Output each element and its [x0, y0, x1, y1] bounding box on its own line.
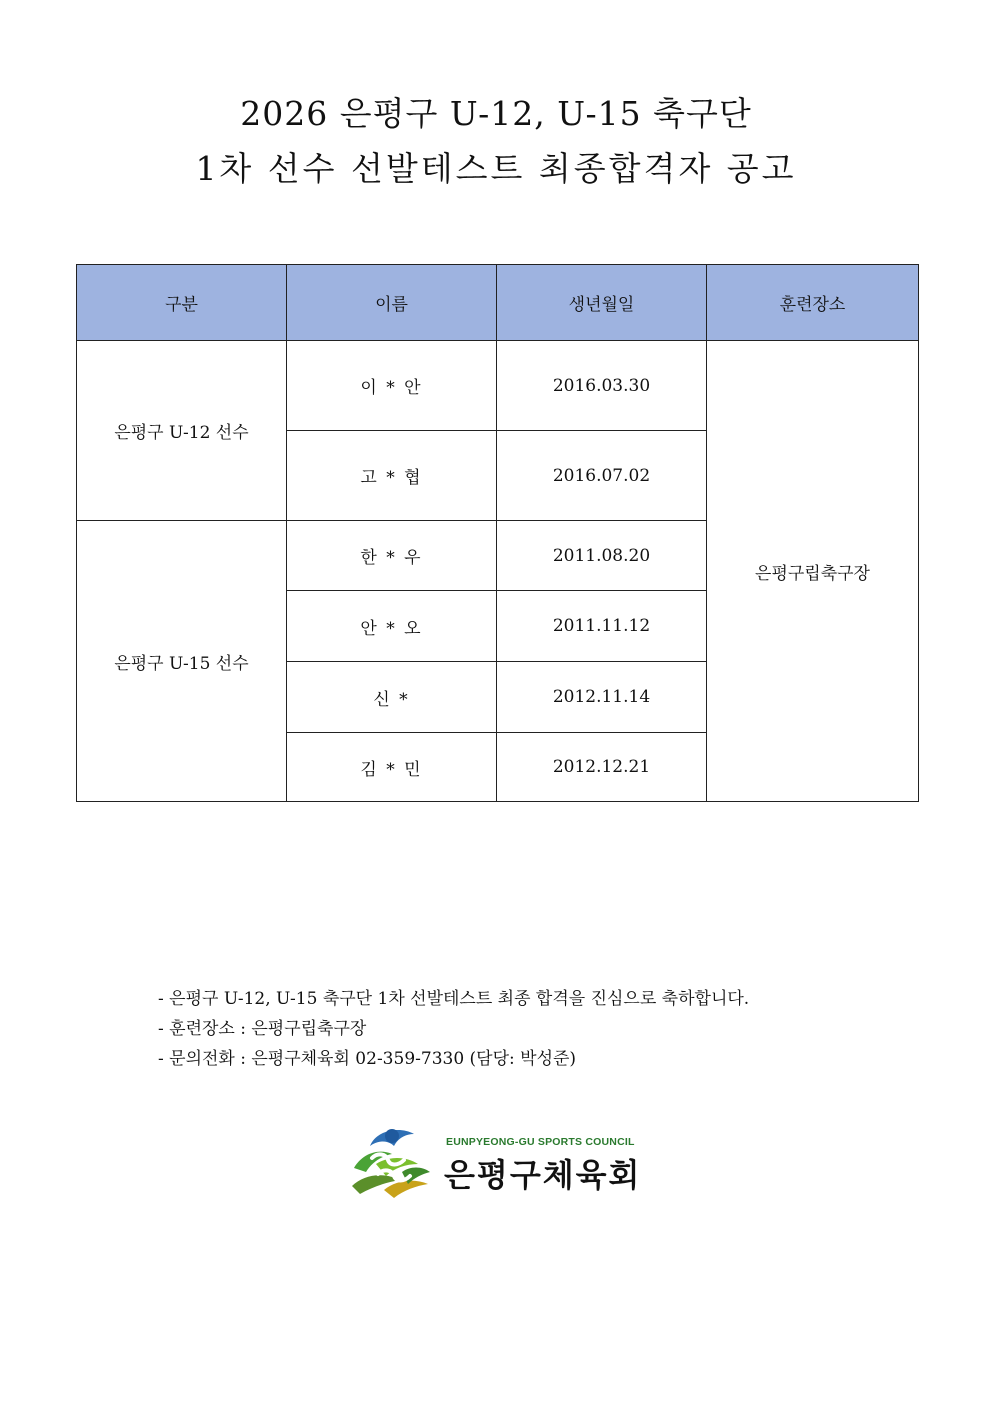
player-name: 김 * 민 [287, 733, 497, 802]
notes-list [158, 984, 749, 1074]
table-row [77, 341, 919, 431]
logo-english-text: EUNPYEONG-GU SPORTS COUNCIL [446, 1136, 635, 1148]
player-birthdate: 2016.03.30 [497, 341, 707, 431]
player-birthdate: 2012.12.21 [497, 733, 707, 802]
player-birthdate: 2011.11.12 [497, 591, 707, 662]
player-name: 신 * [287, 662, 497, 733]
runner-emblem-icon [348, 1124, 438, 1204]
note-contact: - 문의전화 : 은평구체육회 02-359-7330 (담당: 박성준) [158, 1049, 577, 1069]
player-name: 이 * 안 [287, 341, 497, 431]
player-name: 안 * 오 [287, 591, 497, 662]
sports-council-logo [348, 1124, 642, 1204]
player-birthdate: 2012.11.14 [497, 662, 707, 733]
header-category: 구분 [77, 265, 287, 341]
header-birthdate: 생년월일 [497, 265, 707, 341]
page-title-line2: 1차 선수 선발테스트 최종합격자 공고 [195, 149, 797, 188]
logo-korean-text: 은평구체육회 [444, 1156, 642, 1194]
page-title-line1: 2026 은평구 U-12, U-15 축구단 [240, 94, 752, 133]
header-name: 이름 [287, 265, 497, 341]
player-birthdate: 2011.08.20 [497, 521, 707, 591]
player-birthdate: 2016.07.02 [497, 431, 707, 521]
table-header-row [77, 265, 919, 341]
note-training-location: - 훈련장소 : 은평구립축구장 [158, 1019, 367, 1039]
group-label-u15: 은평구 U-15 선수 [77, 521, 287, 802]
results-table [76, 264, 919, 802]
training-location: 은평구립축구장 [707, 341, 919, 802]
player-name: 한 * 우 [287, 521, 497, 591]
note-congratulations: - 은평구 U-12, U-15 축구단 1차 선발테스트 최종 합격을 진심으로 축하합니다. [158, 989, 750, 1009]
player-name: 고 * 협 [287, 431, 497, 521]
group-label-u12: 은평구 U-12 선수 [77, 341, 287, 521]
header-training-location: 훈련장소 [707, 265, 919, 341]
